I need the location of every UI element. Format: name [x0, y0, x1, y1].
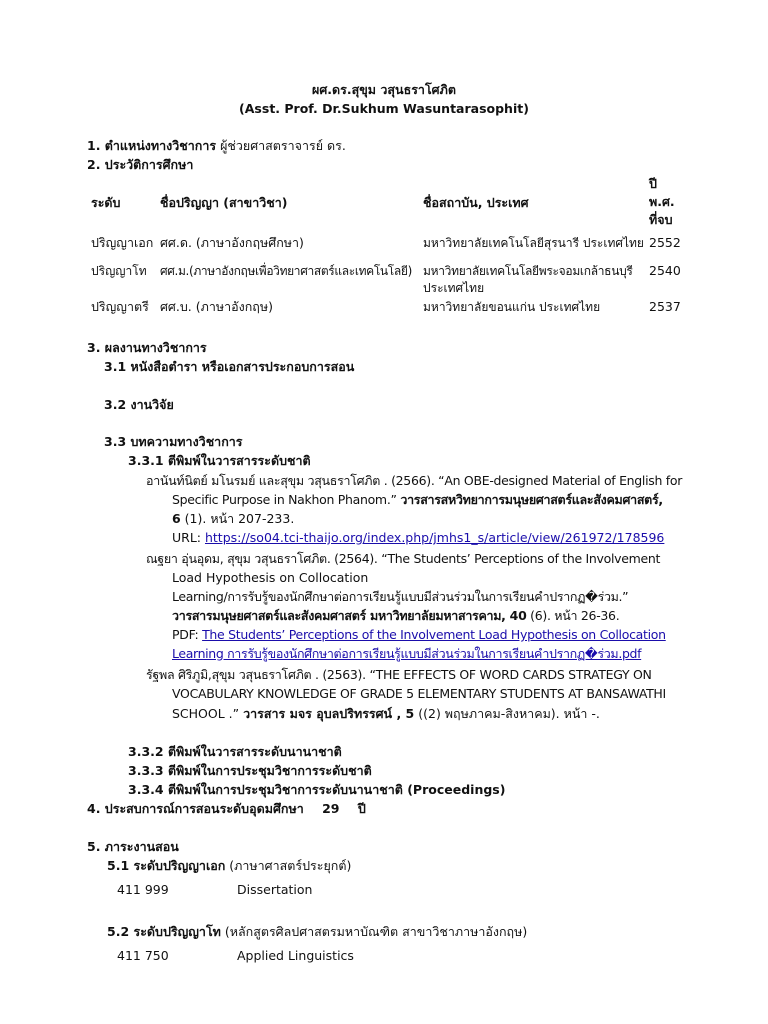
table-cell: มหาวิทยาลัยเทคโนโลยีสุรนารี ประเทศไทย [423, 236, 644, 250]
article-line [172, 510, 294, 528]
table-cell: 2540 [649, 263, 681, 278]
education-heading: 2. ประวัติการศึกษา [87, 157, 194, 172]
article-pdf-link[interactable]: The Students’ Perceptions of the Involvement Load Hypothesis on Collocation [202, 627, 666, 642]
article-line: VOCABULARY KNOWLEDGE OF GRADE 5 ELEMENTARY STUDENTS AT BANSAWATHI [172, 686, 666, 701]
article-line: อานันท์นิตย์ มโนรมย์ และสุขุม วสุนธราโศภิต . (2566). “An OBE-designed Material of English for [146, 473, 683, 488]
table-cell: ปริญญาโท [91, 264, 147, 278]
article-pdf-line [172, 645, 641, 663]
col-header-year-2: พ.ศ. [649, 194, 675, 209]
article-line: ณฐยา อุ่นอุดม, สุขุม วสุนธราโศภิต. (2564). “The Students’ Perceptions of the Involvement [146, 551, 661, 566]
author-name-thai: ผศ.ดร.สุขุม วสุนธราโศภิต [312, 82, 456, 97]
doctoral-label: 5.1 ระดับปริญญาเอก [107, 858, 226, 873]
experience-years: 29 [322, 801, 340, 816]
textbooks-heading: 3.1 หนังสือตำรา หรือเอกสารประกอบการสอน [104, 359, 355, 374]
article-line: Learning/การรับรู้ของนักศึกษาต่อการเรียนรู้แบบมีส่วนร่วมในการเรียนคำปรากฏ�ร่วม.” [172, 589, 629, 604]
col-header-institution: ชื่อสถาบัน, ประเทศ [423, 195, 529, 210]
table-cell: ปริญญาตรี [91, 299, 149, 314]
article-text: Specific Purpose in Nakhon Phanom.” [172, 492, 401, 507]
article-line: Load Hypothesis on Collocation [172, 570, 369, 585]
author-name-english: (Asst. Prof. Dr.Sukhum Wasuntarasophit) [239, 101, 529, 116]
article-url-link[interactable]: https://so04.tci-thaijo.org/index.php/jmhs1_s/article/view/261972/178596 [204, 530, 665, 545]
research-heading: 3.2 งานวิจัย [104, 397, 174, 412]
section1-label: 1. ตำแหน่งทางวิชาการ [87, 138, 217, 153]
col-header-year-1: ปี [649, 176, 657, 191]
pdf-label: PDF: [172, 627, 203, 642]
article-line: รัฐพล ศิริภูมิ,สุขุม วสุนธราโศภิต . (2563). “THE EFFECTS OF WORD CARDS STRATEGY ON [146, 667, 652, 682]
volume-number: 6 [172, 511, 181, 526]
table-cell: ศศ.ด. (ภาษาอังกฤษศึกษา) [160, 235, 304, 250]
teaching-load-heading: 5. ภาระงานสอน [87, 839, 179, 854]
international-journal-heading: 3.3.2 ตีพิมพ์ในวารสารระดับนานาชาติ [128, 744, 342, 759]
course-name: Applied Linguistics [237, 948, 354, 963]
section4-label: 4. ประสบการณ์การสอนระดับอุดมศึกษา [87, 801, 304, 816]
table-cell: 2552 [649, 235, 681, 250]
journal-name: วารสารสหวิทยาการมนุษยศาสตร์และสังคมศาสตร์, [400, 492, 663, 507]
course-name: Dissertation [237, 882, 313, 897]
academic-position [87, 137, 346, 155]
international-conference-heading: 3.3.4 ตีพิมพ์ในการประชุมวิชาการระดับนานาชาติ (Proceedings) [128, 782, 506, 797]
academic-works-heading: 3. ผลงานทางวิชาการ [87, 340, 207, 355]
col-header-level: ระดับ [91, 195, 121, 210]
table-cell: ศศ.บ. (ภาษาอังกฤษ) [160, 299, 273, 314]
course-code: 411 999 [117, 882, 169, 897]
table-cell: มหาวิทยาลัยขอนแก่น ประเทศไทย [423, 300, 601, 314]
national-conference-heading: 3.3.3 ตีพิมพ์ในการประชุมวิชาการระดับชาติ [128, 763, 372, 778]
articles-heading: 3.3 บทความทางวิชาการ [104, 434, 243, 449]
article-text: (6). หน้า 26-36. [526, 608, 620, 623]
masters-label: 5.2 ระดับปริญญาโท [107, 924, 221, 939]
table-cell: ศศ.ม.(ภาษาอังกฤษเพื่อวิทยาศาสตร์และเทคโนโลยี) [160, 264, 412, 278]
article-text: SCHOOL .” [172, 706, 244, 721]
table-cell: ปริญญาเอก [91, 235, 154, 250]
article-line [172, 705, 600, 723]
table-cell: 2537 [649, 299, 681, 314]
course-code: 411 750 [117, 948, 169, 963]
article-pdf-line [172, 626, 666, 644]
col-header-degree: ชื่อปริญญา (สาขาวิชา) [160, 195, 288, 210]
national-journal-heading: 3.3.1 ตีพิมพ์ในวารสารระดับชาติ [128, 453, 311, 468]
article-line [172, 607, 619, 625]
article-line [172, 491, 663, 509]
teaching-experience [87, 800, 366, 818]
journal-name: วารสาร มจร อุบลปริทรรศน์ , 5 [243, 706, 415, 721]
section1-value: ผู้ช่วยศาสตราจารย์ ดร. [220, 138, 346, 153]
article-url-line [172, 529, 664, 547]
url-label: URL: [172, 530, 205, 545]
article-pdf-link[interactable]: Learning การรับรู้ของนักศึกษาต่อการเรียนรู้แบบมีส่วนร่วมในการเรียนคำปรากฏ�ร่วม.pdf [172, 646, 642, 661]
masters-desc: (หลักสูตรศิลปศาสตรมหาบัณฑิต สาขาวิชาภาษาอังกฤษ) [220, 924, 528, 939]
doctoral-desc: (ภาษาศาสตร์ประยุกต์) [225, 858, 352, 873]
table-cell: มหาวิทยาลัยเทคโนโลยีพระจอมเกล้าธนบุรี [423, 264, 633, 278]
table-cell: ประเทศไทย [423, 281, 485, 295]
col-header-year-3: ที่จบ [649, 212, 673, 227]
article-text: ((2) พฤษภาคม-สิงหาคม). หน้า -. [414, 706, 600, 721]
doctoral-level [107, 857, 351, 875]
article-text: (1). หน้า 207-233. [180, 511, 295, 526]
experience-unit: ปี [357, 801, 366, 816]
journal-name: วารสารมนุษยศาสตร์และสังคมศาสตร์ มหาวิทยาลัยมหาสารคาม, 40 [172, 608, 527, 623]
masters-level [107, 923, 527, 941]
